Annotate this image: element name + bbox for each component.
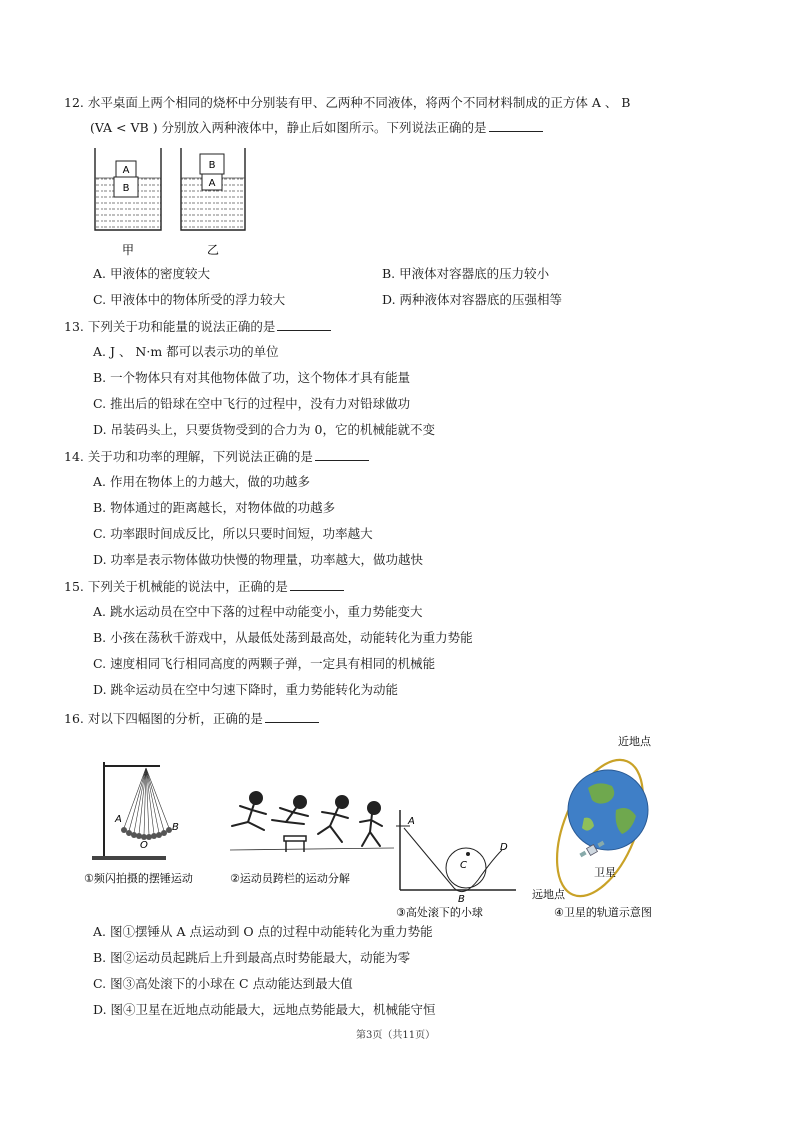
q15-answer-blank[interactable]: [290, 578, 344, 591]
fig1-label-b: B: [172, 822, 179, 833]
q12-option-c[interactable]: C. 甲液体中的物体所受的浮力较大: [93, 292, 286, 307]
fig2-caption: ②运动员跨栏的运动分解: [230, 872, 350, 885]
q14-answer-blank[interactable]: [315, 448, 369, 461]
beaker-jia: [95, 148, 161, 230]
fig-jia-label: 甲: [121, 243, 135, 257]
q13-option-d[interactable]: D. 吊装码头上，只要货物受到的合力为 0，它的机械能就不变: [93, 422, 435, 437]
q16-option-a[interactable]: A. 图①摆锤从 A 点运动到 O 点的过程中动能转化为重力势能: [93, 924, 433, 939]
q14-option-a[interactable]: A. 作用在物体上的力越大，做的功越多: [93, 474, 310, 489]
fig1-pendulum: [82, 752, 222, 892]
q15-stem-text: 15. 下列关于机械能的说法中，正确的是: [64, 579, 288, 594]
fig1-label-o: O: [140, 840, 148, 851]
fig2-hurdlers: [224, 790, 404, 892]
q13-option-c[interactable]: C. 推出后的铅球在空中飞行的过程中，没有力对铅球做功: [93, 396, 411, 411]
fig3-label-a: A: [408, 816, 415, 827]
fig1-caption: ①频闪拍摄的摆锤运动: [84, 872, 193, 885]
q13-option-a[interactable]: A. J 、 N·m 都可以表示功的单位: [93, 344, 279, 359]
q15-option-d[interactable]: D. 跳伞运动员在空中匀速下降时，重力势能转化为动能: [93, 682, 399, 697]
jia-block-a-label: A: [122, 165, 130, 176]
page-footer: 第3页（共11页）: [356, 1030, 436, 1041]
q13-stem: [64, 318, 331, 335]
fig3-label-b: B: [458, 894, 465, 905]
q13-stem-text: 13. 下列关于功和能量的说法正确的是: [64, 319, 276, 334]
q13-answer-blank[interactable]: [277, 318, 331, 331]
q15-option-c[interactable]: C. 速度相同飞行相同高度的两颗子弹，一定具有相同的机械能: [93, 656, 436, 671]
fig4-label-apogee: 远地点: [532, 888, 565, 901]
q16-option-c[interactable]: C. 图③高处滚下的小球在 C 点动能达到最大值: [93, 976, 353, 991]
q16-option-d[interactable]: D. 图④卫星在近地点动能最大，远地点势能最大，机械能守恒: [93, 1002, 436, 1017]
q14-option-b[interactable]: B. 物体通过的距离越长，对物体做的功越多: [93, 500, 336, 515]
q15-stem: [64, 578, 344, 595]
yi-block-a-label: A: [208, 178, 216, 189]
q16-stem: [64, 710, 319, 727]
fig3-caption: ③高处滚下的小球: [396, 906, 483, 918]
fig3-label-d: D: [500, 842, 508, 853]
fig4-label-perigee: 近地点: [618, 735, 651, 748]
q12-answer-blank[interactable]: [489, 119, 543, 132]
fig3-rolling-ball: [392, 806, 522, 918]
q12-beaker-figure: [88, 146, 258, 258]
jia-block-b-label: B: [122, 183, 130, 194]
q14-stem: [64, 448, 369, 465]
fig4-caption: ④卫星的轨道示意图: [554, 906, 652, 919]
q12-stem-line2-text: (VA < VB ) 分别放入两种液体中，静止后如图所示。下列说法正确的是: [90, 120, 487, 135]
pendulum-bobs: [121, 827, 172, 840]
fig-yi-label: 乙: [206, 243, 220, 257]
q15-option-b[interactable]: B. 小孩在荡秋千游戏中，从最低处荡到最高处，动能转化为重力势能: [93, 630, 473, 645]
q12-option-d[interactable]: D. 两种液体对容器底的压强相等: [382, 292, 563, 307]
q16-option-b[interactable]: B. 图②运动员起跳后上升到最高点时势能最大，动能为零: [93, 950, 411, 965]
q16-answer-blank[interactable]: [265, 710, 319, 723]
q16-stem-text: 16. 对以下四幅图的分析，正确的是: [64, 711, 263, 726]
yi-block-b-label: B: [208, 160, 216, 171]
q12-option-b[interactable]: B. 甲液体对容器底的压力较小: [382, 266, 550, 281]
q14-option-d[interactable]: D. 功率是表示物体做功快慢的物理量，功率越大，做功越快: [93, 552, 424, 567]
q12-stem-line1: 12. 水平桌面上两个相同的烧杯中分别装有甲、乙两种不同液体，将两个不同材料制成的正方体 A 、 B: [64, 95, 631, 110]
q14-option-c[interactable]: C. 功率跟时间成反比，所以只要时间短，功率越大: [93, 526, 373, 541]
fig3-label-c: C: [460, 860, 467, 871]
ball-marker: [466, 852, 470, 856]
q13-option-b[interactable]: B. 一个物体只有对其他物体做了功，这个物体才具有能量: [93, 370, 411, 385]
q12-stem-line2: [90, 119, 543, 136]
fig1-label-a: A: [115, 814, 122, 825]
fig4-label-satellite: 卫星: [594, 866, 616, 879]
fig4-satellite-orbit: [528, 730, 698, 922]
q14-stem-text: 14. 关于功和功率的理解，下列说法正确的是: [64, 449, 313, 464]
q15-option-a[interactable]: A. 跳水运动员在空中下落的过程中动能变小，重力势能变大: [93, 604, 423, 619]
q12-option-a[interactable]: A. 甲液体的密度较大: [93, 266, 210, 281]
beaker-yi: [181, 148, 245, 230]
